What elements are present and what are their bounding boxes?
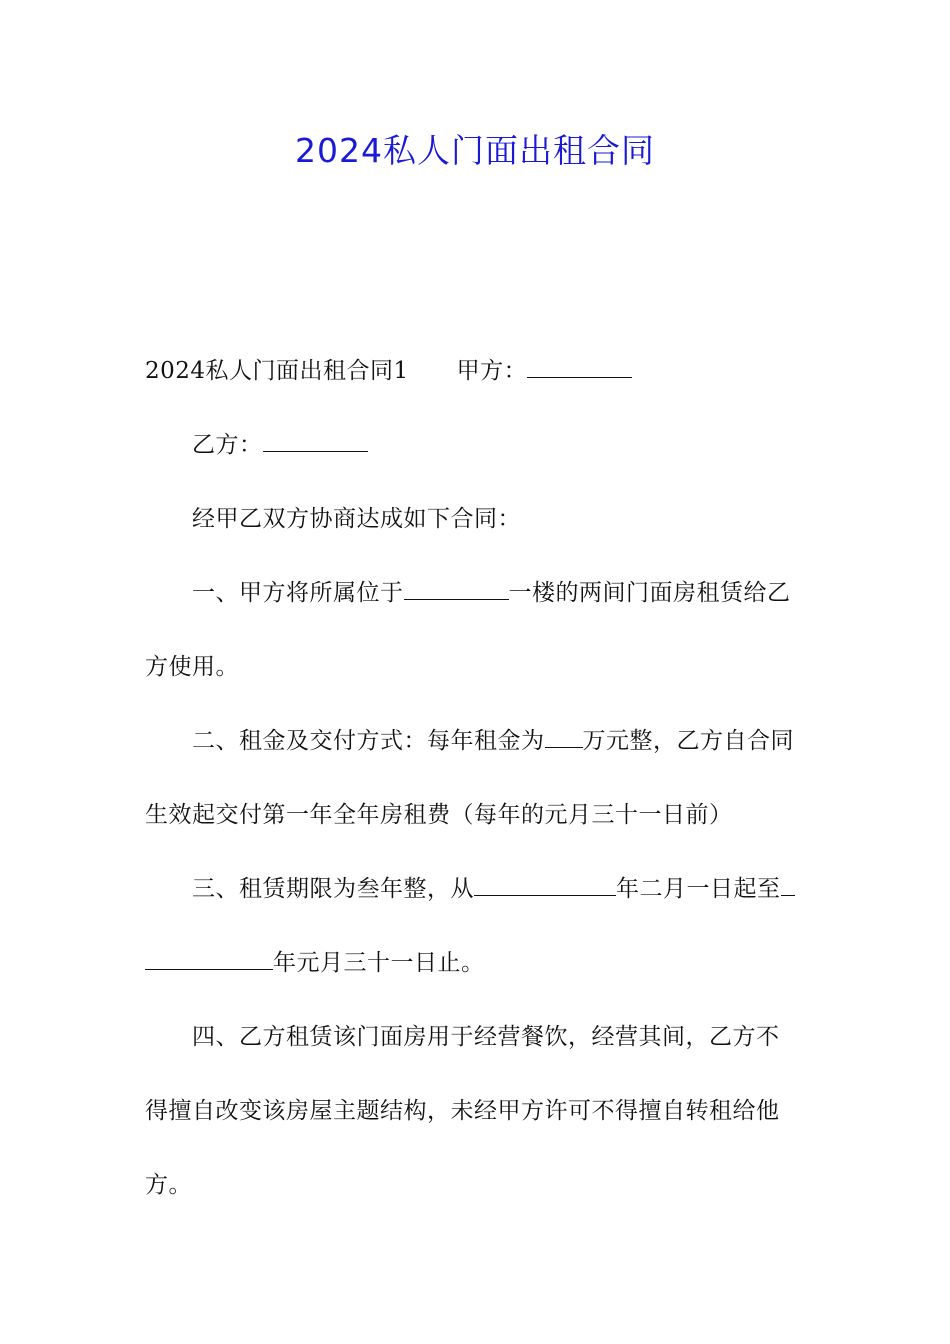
party-b-line bbox=[145, 408, 807, 482]
contract-heading: 2024私人门面出租合同1 bbox=[145, 358, 409, 384]
intro-paragraph: 经甲乙双方协商达成如下合同： bbox=[192, 506, 521, 532]
clause-3-part3: 年元月三十一日止。 bbox=[273, 950, 485, 976]
clause-3-part1: 三、租赁期限为叁年整，从 bbox=[192, 876, 474, 902]
clause-2-part1: 二、租金及交付方式：每年租金为 bbox=[192, 728, 545, 754]
clause-3 bbox=[145, 852, 807, 1000]
clause-4 bbox=[145, 1000, 807, 1222]
document-title: 2024私人门面出租合同 bbox=[295, 131, 655, 170]
clause-3-part2: 年二月一日起至 bbox=[616, 876, 781, 902]
clause-4-part1: 四、乙方租赁该门面房用于经营餐饮，经营其间，乙方不 bbox=[192, 1024, 780, 1050]
start-year-blank bbox=[474, 875, 616, 896]
clause-1-part2: 一楼的两间门面房租赁给乙 bbox=[508, 580, 791, 606]
clause-2-part2: 万元整，乙方自合同 bbox=[582, 728, 794, 754]
party-a-label: 甲方： bbox=[456, 358, 528, 384]
clause-1-part3: 方使用。 bbox=[145, 654, 239, 680]
rent-amount-blank bbox=[545, 727, 583, 748]
clause-1 bbox=[145, 556, 807, 704]
document-body bbox=[145, 334, 807, 1222]
location-blank bbox=[404, 579, 509, 600]
clause-4-part2: 得擅自改变该房屋主题结构，未经甲方许可不得擅自转租给他 bbox=[145, 1098, 780, 1124]
clause-1-part1: 一、甲方将所属位于 bbox=[192, 580, 404, 606]
end-year-blank-start bbox=[781, 875, 795, 896]
clause-2-part3: 生效起交付第一年全年房租费（每年的元月三十一日前） bbox=[145, 802, 733, 828]
clause-4-part3: 方。 bbox=[145, 1172, 192, 1198]
party-b-blank bbox=[263, 431, 368, 452]
clause-2 bbox=[145, 704, 807, 852]
party-a-blank bbox=[527, 357, 632, 378]
contract-heading-line bbox=[145, 334, 807, 408]
end-year-blank bbox=[145, 949, 273, 970]
party-b-label: 乙方： bbox=[192, 432, 263, 458]
